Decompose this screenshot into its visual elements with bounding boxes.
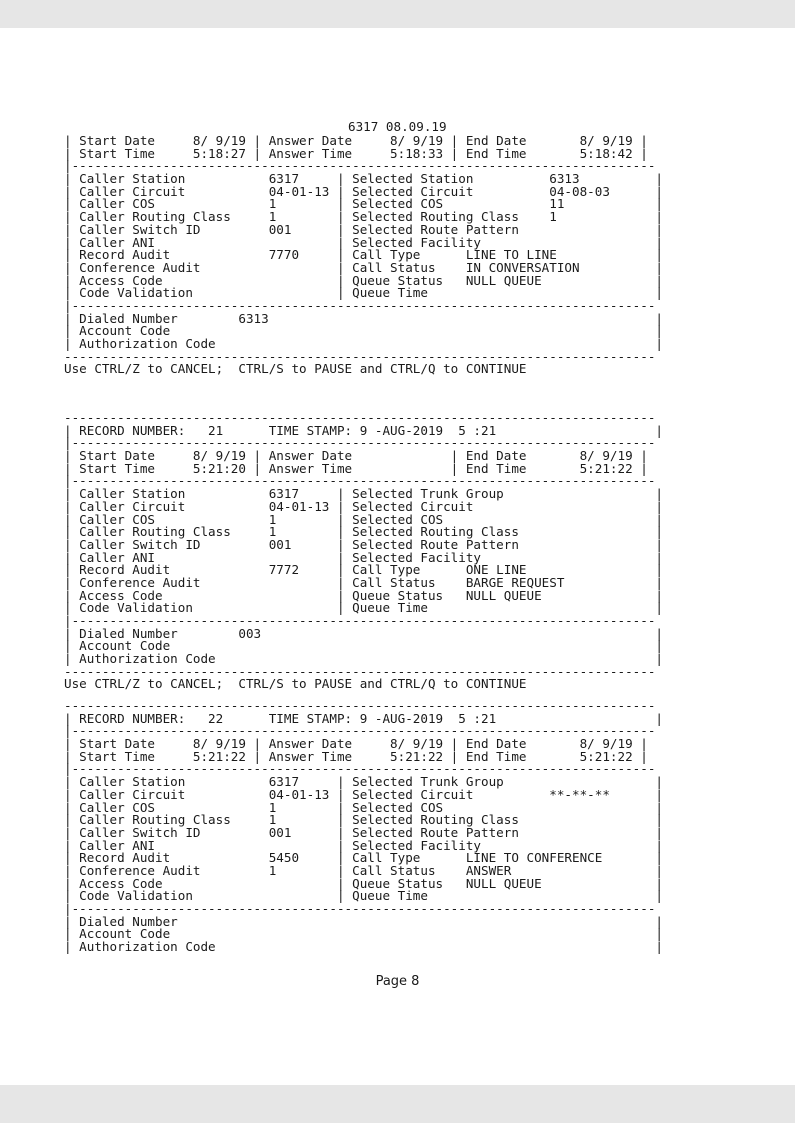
printout-line: | Dialed Number 6313 | bbox=[64, 310, 663, 326]
printout-line: |----------------------------------------------------------------------------- bbox=[64, 723, 656, 739]
printout-line: | Code Validation | Queue Time | bbox=[64, 600, 663, 616]
printout-line: | Caller Routing Class 1 | Selected Routing Class | bbox=[64, 524, 663, 540]
printout-line: | Record Audit 5450 | Call Type LINE TO CONFERENCE | bbox=[64, 850, 663, 866]
printout-line: | Record Audit 7770 | Call Type LINE TO LINE | bbox=[64, 247, 663, 263]
printout-line: | Start Time 5:21:20 | Answer Time | End Time 5:21:22 | bbox=[64, 460, 648, 476]
printout-line: |----------------------------------------------------------------------------- bbox=[64, 901, 656, 916]
printout-line: | Start Time 5:18:27 | Answer Time 5:18:33 | End Time 5:18:42 | bbox=[64, 145, 648, 161]
printout-line: | Account Code | bbox=[64, 926, 663, 942]
printout-line: | Authorization Code | bbox=[64, 939, 663, 955]
scan-bottom-band bbox=[0, 1085, 795, 1123]
printout-line: | Dialed Number | bbox=[64, 913, 663, 929]
printout-line: | Caller COS 1 | Selected COS | bbox=[64, 511, 663, 527]
printout-line: | Caller COS 1 | Selected COS 11 | bbox=[64, 196, 663, 212]
printout-line: Use CTRL/Z to CANCEL; CTRL/S to PAUSE and CTRL/Q to CONTINUE bbox=[64, 361, 527, 377]
printout-line: | Conference Audit | Call Status IN CONVERSATION | bbox=[64, 259, 663, 275]
record-block-22 bbox=[64, 700, 663, 954]
printout-line: | Caller Station 6317 | Selected Station 6313 | bbox=[64, 171, 663, 187]
printout-line: | Caller Station 6317 | Selected Trunk Group | bbox=[64, 486, 663, 502]
printout-line: ------------------------------------------------------------------------------ bbox=[64, 698, 656, 713]
printout-line: |----------------------------------------------------------------------------- bbox=[64, 297, 656, 313]
printout-line: | Authorization Code | bbox=[64, 336, 663, 351]
page-number: Page 8 bbox=[375, 974, 420, 989]
printout-line: | Caller Circuit 04-01-13 | Selected Circuit 04-08-03 | bbox=[64, 183, 663, 199]
printout-line: | Account Code | bbox=[64, 323, 663, 339]
printout-line: | Caller Circuit 04-01-13 | Selected Circuit | bbox=[64, 498, 663, 514]
printout-line: ------------------------------------------------------------------------------ bbox=[64, 348, 656, 364]
printout-line: | RECORD NUMBER: 22 TIME STAMP: 9 -AUG-2019 5 :21 | bbox=[64, 710, 663, 726]
printout-line: | Authorization Code | bbox=[64, 651, 663, 667]
printout-line: |----------------------------------------------------------------------------- bbox=[64, 761, 656, 777]
printout-line: |----------------------------------------------------------------------------- bbox=[64, 473, 656, 489]
printout-line: | Caller COS 1 | Selected COS | bbox=[64, 799, 663, 815]
printout-line: | Access Code | Queue Status NULL QUEUE | bbox=[64, 587, 663, 603]
printout-line: ------------------------------------------------------------------------------ bbox=[64, 663, 656, 679]
printout-line: | Caller ANI | Selected Facility | bbox=[64, 234, 663, 250]
printout-line: | Caller ANI | Selected Facility | bbox=[64, 837, 663, 853]
printout-line: | Caller Switch ID 001 | Selected Route Pattern | bbox=[64, 536, 663, 552]
printout-line: | RECORD NUMBER: 21 TIME STAMP: 9 -AUG-2019 5 :21 | bbox=[64, 422, 663, 438]
printout-line: | Caller Switch ID 001 | Selected Route Pattern | bbox=[64, 221, 663, 237]
printout-line: |----------------------------------------------------------------------------- bbox=[64, 158, 656, 174]
printout-line: | Code Validation | Queue Time | bbox=[64, 888, 663, 904]
printout-line: | Dialed Number 003 | bbox=[64, 625, 663, 641]
printout-line: | Caller Switch ID 001 | Selected Route Pattern | bbox=[64, 824, 663, 840]
record-block-21 bbox=[64, 412, 663, 691]
printout-line: |----------------------------------------------------------------------------- bbox=[64, 435, 656, 451]
scan-top-band bbox=[0, 0, 795, 28]
printout-line: | Conference Audit 1 | Call Status ANSWER | bbox=[64, 862, 663, 878]
printout-line: | Start Date 8/ 9/19 | Answer Date | End Date 8/ 9/19 | bbox=[64, 448, 648, 464]
printout-line: | Start Time 5:21:22 | Answer Time 5:21:22 | End Time 5:21:22 | bbox=[64, 748, 648, 764]
printout-line: | Code Validation | Queue Time | bbox=[64, 285, 663, 301]
printout-line: | Caller Routing Class 1 | Selected Routing Class | bbox=[64, 812, 663, 828]
record-block-first bbox=[64, 135, 663, 376]
printout-line: | Access Code | Queue Status NULL QUEUE | bbox=[64, 875, 663, 891]
printout-line: | Access Code | Queue Status NULL QUEUE | bbox=[64, 272, 663, 288]
printout-line: ------------------------------------------------------------------------------ bbox=[64, 410, 656, 425]
printout-line: | Conference Audit | Call Status BARGE REQUEST | bbox=[64, 574, 663, 590]
printout-line: | Caller Circuit 04-01-13 | Selected Circuit **-**-** | bbox=[64, 786, 663, 802]
printout-line: | Caller ANI | Selected Facility | bbox=[64, 549, 663, 565]
printout-line: | Start Date 8/ 9/19 | Answer Date 8/ 9/19 | End Date 8/ 9/19 | bbox=[64, 736, 648, 752]
printout-line: | Record Audit 7772 | Call Type ONE LINE | bbox=[64, 562, 663, 578]
printout-line: Use CTRL/Z to CANCEL; CTRL/S to PAUSE and CTRL/Q to CONTINUE bbox=[64, 676, 527, 692]
printout-line: | Account Code | bbox=[64, 638, 663, 654]
printout-line: | Caller Routing Class 1 | Selected Routing Class 1 | bbox=[64, 209, 663, 225]
printout-line: | Caller Station 6317 | Selected Trunk Group | bbox=[64, 774, 663, 790]
page-header-title: 6317 08.09.19 bbox=[348, 119, 447, 134]
printout-line: | Start Date 8/ 9/19 | Answer Date 8/ 9/19 | End Date 8/ 9/19 | bbox=[64, 133, 648, 148]
printout-line: |----------------------------------------------------------------------------- bbox=[64, 613, 656, 628]
